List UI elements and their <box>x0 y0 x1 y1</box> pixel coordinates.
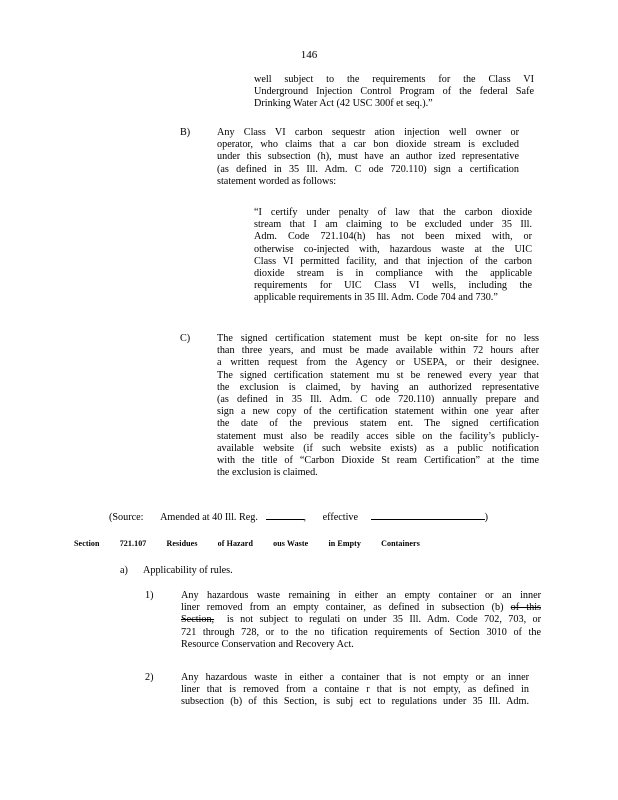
item-b-text <box>217 127 519 188</box>
text-line: applicable requirements in 35 Ill. Adm. Code 704 and 730.” <box>254 292 498 304</box>
text-line: Drinking Water Act (42 USC 300f et seq.).” <box>254 98 433 110</box>
section-title-word: ous Waste <box>273 539 309 548</box>
section-title-word: in Empty <box>328 539 362 548</box>
text-line: the date of the previous statem ent. The signed certification <box>217 418 539 430</box>
source-comma: , <box>303 512 307 523</box>
text-line: dioxide stream is in compliance with the applicable <box>254 268 532 280</box>
item-2-text <box>181 672 529 709</box>
source-label: (Source: <box>109 512 144 523</box>
text-line: Underground Injection Control Program of the federal Safe <box>254 86 534 98</box>
register-page-blank <box>266 510 304 520</box>
section-label: Section <box>74 539 100 548</box>
item-1-text <box>181 590 541 651</box>
section-number: 721.107 <box>119 539 147 548</box>
text-line: Any Class VI carbon sequestr ation injection well owner or <box>217 127 519 138</box>
source-effective: effective <box>322 512 359 523</box>
text-line: available website (if such website exists) as a public notification <box>217 442 539 454</box>
text-line: liner that is removed from a containe r that is not empty, as defined in <box>181 684 529 696</box>
text-line: subsection (b) of this Section, is subj ect to regulations under 35 Ill. Adm. <box>181 696 529 708</box>
deleted-text: Section, <box>181 614 215 626</box>
text-line <box>181 602 541 614</box>
source-note <box>109 510 488 524</box>
text-line: “I certify under penalty of law that the carbon dioxide <box>254 207 532 218</box>
continuation-text <box>254 74 534 111</box>
section-title-word: Containers <box>381 539 420 548</box>
page-number: 146 <box>300 49 318 61</box>
text-line: with the title of “Carbon Dioxide St ream Certification” at the time <box>217 455 539 467</box>
item-a-text: Applicability of rules. <box>143 565 233 576</box>
text-line: statement worded as follows: <box>217 175 337 187</box>
item-1-marker: 1) <box>145 590 154 601</box>
source-close: ) <box>484 512 488 523</box>
text-line: the exclusion is claimed. <box>217 467 318 479</box>
certification-quote <box>254 207 532 305</box>
text-line: The signed certification statement must be kept on-site for no less <box>217 333 539 344</box>
text-line: otherwise co-injected with, hazardous waste at the UIC <box>254 243 532 255</box>
deleted-text: of this <box>510 602 542 614</box>
text-line: well subject to the requirements for the Class VI <box>254 74 534 85</box>
text-line: statement must also be readily acces sible on the facility’s publicly- <box>217 430 539 442</box>
text-line: 721 through 728, or to the no tification requirements of Section 3010 of the <box>181 626 541 638</box>
source-text: Amended at 40 Ill. Reg. <box>160 512 258 523</box>
text-line <box>181 614 541 626</box>
text-line: The signed certification statement mu st be renewed every year that <box>217 369 539 381</box>
text-line: the exclusion is claimed, by having an authorized representative <box>217 381 539 393</box>
section-title-word: Residues <box>166 539 198 548</box>
text-line: stream that I am claiming to be excluded under 35 Ill. <box>254 219 532 231</box>
text-line: Adm. Code 721.104(h) has not been mixed with, or <box>254 231 532 243</box>
text-line: under this subsection (h), must have an author ized representative <box>217 151 519 163</box>
text-fragment: liner removed from an empty container, as defined in subsection (b) <box>181 602 504 614</box>
text-line: (as defined in 35 Ill. Adm. C ode 720.110) annually prepare and <box>217 394 539 406</box>
text-line: a written request from the Agency or USEPA, or their designee. <box>217 357 539 369</box>
text-line: than three years, and must be made available within 72 hours after <box>217 345 539 357</box>
text-line: sign a new copy of the certification statement within one year after <box>217 406 539 418</box>
text-line: Any hazardous waste in either a container that is not empty or an inner <box>181 672 529 683</box>
section-title-word: of Hazard <box>217 539 253 548</box>
item-c-marker: C) <box>180 333 191 344</box>
text-line: Any hazardous waste remaining in either an empty container or an inner <box>181 590 541 601</box>
text-line: (as defined in 35 Ill. Adm. C ode 720.110) sign a certification <box>217 163 519 175</box>
item-a-marker: a) <box>120 565 128 576</box>
text-fragment: is not subject to regulati on under 35 Ill. Adm. Code 702, 703, or <box>226 614 542 626</box>
text-line: requirements for UIC Class VI wells, including the <box>254 280 532 292</box>
text-line: Class VI permitted facility, and that injection of the carbon <box>254 255 532 267</box>
item-b-marker: B) <box>180 127 191 138</box>
item-c-text <box>217 333 539 479</box>
text-line: operator, who claims that a car bon dioxide stream is excluded <box>217 139 519 151</box>
effective-date-blank <box>371 510 485 520</box>
section-heading <box>74 539 420 548</box>
item-2-marker: 2) <box>145 672 154 683</box>
text-line: Resource Conservation and Recovery Act. <box>181 638 354 650</box>
